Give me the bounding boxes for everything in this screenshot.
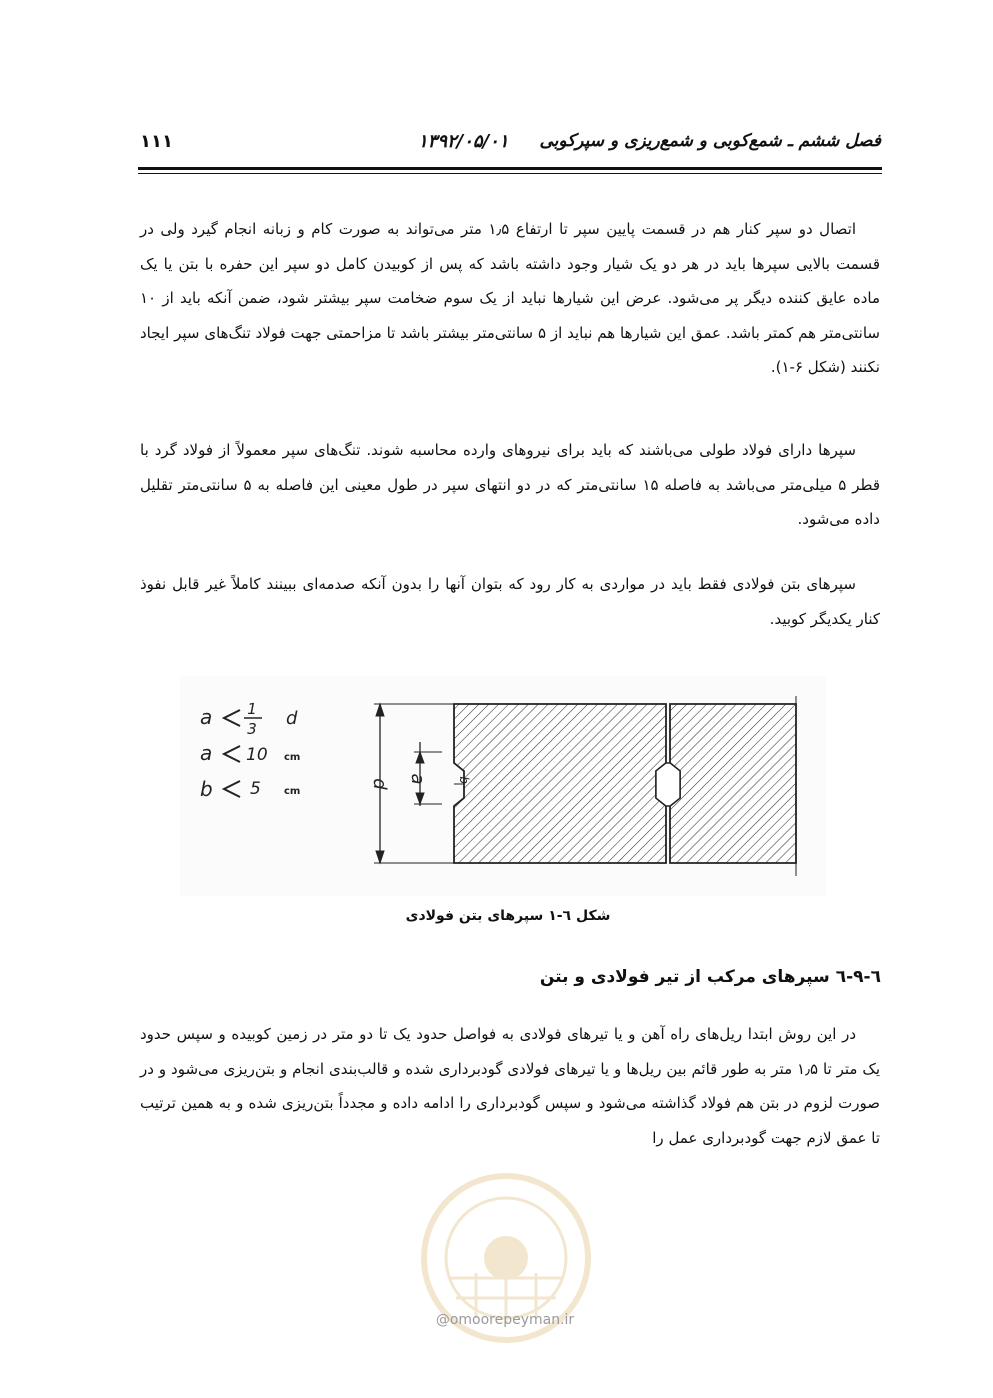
- paragraph-joint: [140, 212, 880, 385]
- groove-hole: [656, 763, 680, 806]
- label-b: b: [457, 776, 471, 784]
- unit-cm: cm: [284, 752, 301, 763]
- paragraph-text: در این روش ابتدا ریل‌های راه آهن و یا تیرهای فولادی به فواصل حدود یک تا دو متر در زمین کوبیده و سپس حدود یک متر تا ۱٫۵ متر به طور قائم بین ریل‌ها و یا تیرهای فولادی گودبرداری شده و قالب‌بندی انجام و بتن‌ریزی می‌شود و در صورت لزوم در بتن هم فولاد گذاشته می‌شود و سپس گودبرداری را ادامه داده و مجدداً بتن‌ریزی شده و به همین ترتیب تا عمق لازم جهت گودبرداری عمل را: [140, 1025, 880, 1147]
- var-d: d: [286, 708, 298, 729]
- page-number: ۱۱۱: [140, 131, 173, 152]
- var-a: a: [200, 705, 213, 729]
- fraction-denominator: 3: [247, 720, 257, 738]
- paragraph-text: سپرها دارای فولاد طولی می‌باشند که باید برای نیروهای وارده محاسبه شوند. تنگ‌های سپر معمولاً از فولاد گرد با قطر ۵ میلی‌متر می‌باشد به فاصله ۱۵ سانتی‌متر که در دو انتهای سپر در طول معینی این فاصله به ۵ سانتی‌متر تقلیل داده می‌شود.: [140, 441, 880, 528]
- value-10: 10: [246, 745, 268, 765]
- chapter-title: فصل ششم ـ شمع‌کوبی و شمع‌ریزی و سپرکوبی: [539, 131, 881, 151]
- header-rule-thick: [138, 167, 882, 170]
- sheet-pile-left: [454, 704, 666, 863]
- var-a: a: [200, 741, 213, 765]
- label-d: d: [369, 778, 390, 790]
- paragraph-text: اتصال دو سپر کنار هم در قسمت پایین سپر تا ارتفاع ۱٫۵ متر می‌تواند به صورت کام و زبانه انجام گیرد ولی در قسمت بالایی سپرها باید در هر دو یک شیار وجود داشته باشد که پس از کوبیدن کامل دو سپر این حفره با بتن یا یک ماده عایق کننده دیگر پر می‌شود. عرض این شیارها نباید از یک سوم ضخامت سپر بیشتر شود، ضمن آنکه باید از ۱۰ سانتی‌متر هم کمتر باشد. عمق این شیارها هم نباید از ۵ سانتی‌متر بیشتر باشد تا مزاحمتی جهت فولاد تنگ‌های سپر ایجاد نکنند (شکل ۶-۱).: [140, 220, 880, 376]
- figure-caption: شکل ٦-١ سپرهای بتن فولادی: [405, 908, 611, 924]
- watermark-text: @omoorepeyman.ir: [435, 1312, 575, 1328]
- section-heading: ٦-٩-٦ سپرهای مرکب از تیر فولادی و بتن: [539, 967, 881, 987]
- paragraph-composite: [140, 1017, 880, 1155]
- sheet-pile-figure: [180, 676, 826, 896]
- unit-cm: cm: [284, 786, 301, 797]
- watermark-logo: [376, 1148, 636, 1398]
- var-b: b: [200, 777, 213, 801]
- value-5: 5: [250, 779, 261, 799]
- paragraph-usage: [140, 567, 880, 636]
- fraction-numerator: 1: [247, 700, 257, 718]
- header-date: ۱۳۹۲/۰۵/۰۱: [418, 131, 509, 152]
- paragraph-text: سپرهای بتن فولادی فقط باید در مواردی به کار رود که بتوان آنها را بدون آنکه صدمه‌ای ببینند کاملاً غیر قابل نفوذ کنار یکدیگر کوبید.: [140, 575, 880, 628]
- header-rule-thin: [138, 173, 882, 174]
- sheet-pile-right: [670, 704, 796, 863]
- paragraph-reinforcement: [140, 433, 880, 537]
- label-a: a: [407, 773, 428, 785]
